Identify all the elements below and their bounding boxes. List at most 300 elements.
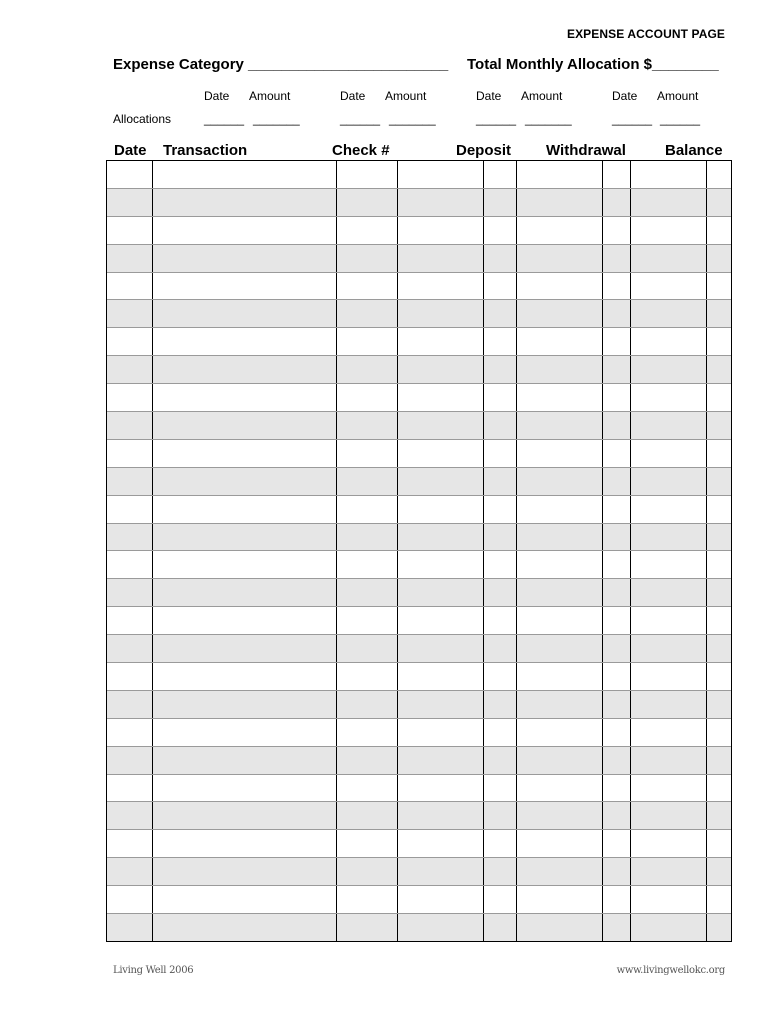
check-cell[interactable]	[337, 300, 398, 327]
balance-cents-cell[interactable]	[707, 189, 731, 216]
deposit-cents-cell[interactable]	[484, 579, 517, 606]
withdrawal-dollars-cell[interactable]	[517, 300, 603, 327]
deposit-dollars-cell[interactable]	[398, 886, 484, 913]
withdrawal-cents-cell[interactable]	[603, 747, 631, 774]
deposit-dollars-cell[interactable]	[398, 691, 484, 718]
alloc-date-label-1: Date	[204, 89, 230, 103]
date-cell[interactable]	[107, 635, 153, 662]
deposit-cents-cell[interactable]	[484, 356, 517, 383]
balance-cents-cell[interactable]	[707, 328, 731, 355]
date-cell[interactable]	[107, 356, 153, 383]
check-cell[interactable]	[337, 830, 398, 857]
balance-cents-cell[interactable]	[707, 858, 731, 885]
balance-dollars-cell[interactable]	[631, 245, 707, 272]
balance-cents-cell[interactable]	[707, 412, 731, 439]
deposit-cents-cell[interactable]	[484, 328, 517, 355]
date-cell[interactable]	[107, 719, 153, 746]
deposit-cents-cell[interactable]	[484, 914, 517, 941]
check-cell[interactable]	[337, 691, 398, 718]
balance-dollars-cell[interactable]	[631, 579, 707, 606]
withdrawal-cents-cell[interactable]	[603, 496, 631, 523]
withdrawal-dollars-cell[interactable]	[517, 161, 603, 188]
balance-dollars-cell[interactable]	[631, 747, 707, 774]
withdrawal-dollars-cell[interactable]	[517, 663, 603, 690]
deposit-cents-cell[interactable]	[484, 273, 517, 300]
deposit-dollars-cell[interactable]	[398, 747, 484, 774]
date-cell[interactable]	[107, 775, 153, 802]
balance-dollars-cell[interactable]	[631, 802, 707, 829]
expense-category-field[interactable]: Expense Category ________________________	[113, 56, 449, 73]
deposit-dollars-cell[interactable]	[398, 468, 484, 495]
ledger-row	[107, 189, 731, 217]
alloc-date-blank-4[interactable]: ______	[612, 112, 653, 126]
check-cell[interactable]	[337, 775, 398, 802]
date-cell[interactable]	[107, 886, 153, 913]
balance-dollars-cell[interactable]	[631, 161, 707, 188]
withdrawal-dollars-cell[interactable]	[517, 914, 603, 941]
balance-dollars-cell[interactable]	[631, 663, 707, 690]
ledger-row	[107, 886, 731, 914]
transaction-cell[interactable]	[153, 217, 337, 244]
deposit-dollars-cell[interactable]	[398, 858, 484, 885]
withdrawal-cents-cell[interactable]	[603, 189, 631, 216]
deposit-cents-cell[interactable]	[484, 189, 517, 216]
withdrawal-dollars-cell[interactable]	[517, 356, 603, 383]
deposit-cents-cell[interactable]	[484, 858, 517, 885]
deposit-cents-cell[interactable]	[484, 802, 517, 829]
check-cell[interactable]	[337, 551, 398, 578]
date-cell[interactable]	[107, 217, 153, 244]
alloc-amount-label-4: Amount	[657, 89, 699, 103]
balance-dollars-cell[interactable]	[631, 858, 707, 885]
column-header-deposit: Deposit	[456, 142, 512, 159]
ledger-row	[107, 300, 731, 328]
balance-dollars-cell[interactable]	[631, 468, 707, 495]
date-cell[interactable]	[107, 607, 153, 634]
ledger-row	[107, 775, 731, 803]
balance-cents-cell[interactable]	[707, 440, 731, 467]
balance-cents-cell[interactable]	[707, 524, 731, 551]
withdrawal-cents-cell[interactable]	[603, 775, 631, 802]
balance-dollars-cell[interactable]	[631, 273, 707, 300]
check-cell[interactable]	[337, 468, 398, 495]
balance-cents-cell[interactable]	[707, 468, 731, 495]
deposit-cents-cell[interactable]	[484, 468, 517, 495]
balance-cents-cell[interactable]	[707, 300, 731, 327]
withdrawal-cents-cell[interactable]	[603, 886, 631, 913]
withdrawal-dollars-cell[interactable]	[517, 412, 603, 439]
withdrawal-cents-cell[interactable]	[603, 607, 631, 634]
transaction-cell[interactable]	[153, 524, 337, 551]
balance-dollars-cell[interactable]	[631, 496, 707, 523]
alloc-amount-label-1: Amount	[249, 89, 291, 103]
balance-cents-cell[interactable]	[707, 775, 731, 802]
withdrawal-cents-cell[interactable]	[603, 524, 631, 551]
deposit-cents-cell[interactable]	[484, 635, 517, 662]
withdrawal-dollars-cell[interactable]	[517, 328, 603, 355]
deposit-dollars-cell[interactable]	[398, 551, 484, 578]
deposit-dollars-cell[interactable]	[398, 830, 484, 857]
ledger-row	[107, 496, 731, 524]
deposit-dollars-cell[interactable]	[398, 635, 484, 662]
deposit-cents-cell[interactable]	[484, 161, 517, 188]
deposit-dollars-cell[interactable]	[398, 440, 484, 467]
check-cell[interactable]	[337, 886, 398, 913]
balance-dollars-cell[interactable]	[631, 356, 707, 383]
check-cell[interactable]	[337, 607, 398, 634]
ledger-row	[107, 579, 731, 607]
ledger-row	[107, 440, 731, 468]
deposit-dollars-cell[interactable]	[398, 328, 484, 355]
check-cell[interactable]	[337, 747, 398, 774]
balance-cents-cell[interactable]	[707, 663, 731, 690]
withdrawal-dollars-cell[interactable]	[517, 551, 603, 578]
check-cell[interactable]	[337, 273, 398, 300]
ledger-row	[107, 273, 731, 301]
date-cell[interactable]	[107, 524, 153, 551]
balance-dollars-cell[interactable]	[631, 189, 707, 216]
check-cell[interactable]	[337, 440, 398, 467]
deposit-cents-cell[interactable]	[484, 245, 517, 272]
withdrawal-dollars-cell[interactable]	[517, 747, 603, 774]
balance-cents-cell[interactable]	[707, 607, 731, 634]
alloc-amount-blank-4[interactable]: ______	[660, 112, 701, 126]
date-cell[interactable]	[107, 914, 153, 941]
balance-cents-cell[interactable]	[707, 273, 731, 300]
transaction-cell[interactable]	[153, 496, 337, 523]
ledger-table	[106, 160, 732, 942]
withdrawal-cents-cell[interactable]	[603, 440, 631, 467]
withdrawal-dollars-cell[interactable]	[517, 830, 603, 857]
deposit-cents-cell[interactable]	[484, 384, 517, 411]
deposit-cents-cell[interactable]	[484, 496, 517, 523]
deposit-dollars-cell[interactable]	[398, 775, 484, 802]
ledger-row	[107, 356, 731, 384]
check-cell[interactable]	[337, 189, 398, 216]
balance-dollars-cell[interactable]	[631, 607, 707, 634]
balance-cents-cell[interactable]	[707, 217, 731, 244]
balance-cents-cell[interactable]	[707, 579, 731, 606]
balance-cents-cell[interactable]	[707, 886, 731, 913]
ledger-row	[107, 384, 731, 412]
transaction-cell[interactable]	[153, 635, 337, 662]
withdrawal-cents-cell[interactable]	[603, 691, 631, 718]
deposit-cents-cell[interactable]	[484, 747, 517, 774]
deposit-cents-cell[interactable]	[484, 300, 517, 327]
withdrawal-dollars-cell[interactable]	[517, 579, 603, 606]
withdrawal-cents-cell[interactable]	[603, 635, 631, 662]
deposit-cents-cell[interactable]	[484, 775, 517, 802]
withdrawal-dollars-cell[interactable]	[517, 635, 603, 662]
alloc-amount-label-3: Amount	[521, 89, 563, 103]
deposit-dollars-cell[interactable]	[398, 802, 484, 829]
balance-dollars-cell[interactable]	[631, 412, 707, 439]
check-cell[interactable]	[337, 356, 398, 383]
withdrawal-cents-cell[interactable]	[603, 663, 631, 690]
deposit-dollars-cell[interactable]	[398, 161, 484, 188]
ledger-row	[107, 328, 731, 356]
withdrawal-dollars-cell[interactable]	[517, 775, 603, 802]
deposit-cents-cell[interactable]	[484, 412, 517, 439]
check-cell[interactable]	[337, 719, 398, 746]
balance-cents-cell[interactable]	[707, 914, 731, 941]
withdrawal-cents-cell[interactable]	[603, 579, 631, 606]
date-cell[interactable]	[107, 663, 153, 690]
transaction-cell[interactable]	[153, 468, 337, 495]
balance-cents-cell[interactable]	[707, 496, 731, 523]
alloc-date-blank-3[interactable]: ______	[476, 112, 517, 126]
check-cell[interactable]	[337, 579, 398, 606]
date-cell[interactable]	[107, 300, 153, 327]
transaction-cell[interactable]	[153, 551, 337, 578]
transaction-cell[interactable]	[153, 663, 337, 690]
alloc-amount-blank-2[interactable]: _______	[389, 112, 436, 126]
ledger-row	[107, 161, 731, 189]
deposit-dollars-cell[interactable]	[398, 356, 484, 383]
withdrawal-cents-cell[interactable]	[603, 328, 631, 355]
check-cell[interactable]	[337, 217, 398, 244]
page-title: EXPENSE ACCOUNT PAGE	[566, 27, 725, 41]
check-cell[interactable]	[337, 245, 398, 272]
alloc-date-label-4: Date	[612, 89, 638, 103]
date-cell[interactable]	[107, 496, 153, 523]
withdrawal-cents-cell[interactable]	[603, 551, 631, 578]
deposit-cents-cell[interactable]	[484, 607, 517, 634]
balance-cents-cell[interactable]	[707, 356, 731, 383]
balance-dollars-cell[interactable]	[631, 300, 707, 327]
date-cell[interactable]	[107, 384, 153, 411]
transaction-cell[interactable]	[153, 802, 337, 829]
transaction-cell[interactable]	[153, 858, 337, 885]
deposit-dollars-cell[interactable]	[398, 607, 484, 634]
balance-cents-cell[interactable]	[707, 802, 731, 829]
alloc-amount-blank-1[interactable]: _______	[253, 112, 300, 126]
transaction-cell[interactable]	[153, 328, 337, 355]
balance-cents-cell[interactable]	[707, 245, 731, 272]
transaction-cell[interactable]	[153, 440, 337, 467]
transaction-cell[interactable]	[153, 189, 337, 216]
transaction-cell[interactable]	[153, 356, 337, 383]
deposit-dollars-cell[interactable]	[398, 300, 484, 327]
deposit-cents-cell[interactable]	[484, 886, 517, 913]
withdrawal-dollars-cell[interactable]	[517, 886, 603, 913]
ledger-row	[107, 524, 731, 552]
check-cell[interactable]	[337, 663, 398, 690]
balance-dollars-cell[interactable]	[631, 440, 707, 467]
transaction-cell[interactable]	[153, 607, 337, 634]
withdrawal-dollars-cell[interactable]	[517, 245, 603, 272]
ledger-row	[107, 245, 731, 273]
footer-website: www.livingwellokc.org	[616, 965, 725, 976]
withdrawal-cents-cell[interactable]	[603, 273, 631, 300]
withdrawal-cents-cell[interactable]	[603, 384, 631, 411]
withdrawal-cents-cell[interactable]	[603, 161, 631, 188]
allocations-label: Allocations	[113, 112, 172, 126]
withdrawal-dollars-cell[interactable]	[517, 802, 603, 829]
ledger-row	[107, 858, 731, 886]
check-cell[interactable]	[337, 384, 398, 411]
deposit-cents-cell[interactable]	[484, 440, 517, 467]
withdrawal-dollars-cell[interactable]	[517, 858, 603, 885]
withdrawal-cents-cell[interactable]	[603, 356, 631, 383]
date-cell[interactable]	[107, 691, 153, 718]
deposit-dollars-cell[interactable]	[398, 914, 484, 941]
balance-cents-cell[interactable]	[707, 384, 731, 411]
balance-cents-cell[interactable]	[707, 830, 731, 857]
ledger-row	[107, 830, 731, 858]
alloc-amount-blank-3[interactable]: _______	[525, 112, 572, 126]
ledger-row	[107, 217, 731, 245]
date-cell[interactable]	[107, 830, 153, 857]
transaction-cell[interactable]	[153, 384, 337, 411]
date-cell[interactable]	[107, 858, 153, 885]
transaction-cell[interactable]	[153, 579, 337, 606]
withdrawal-dollars-cell[interactable]	[517, 719, 603, 746]
ledger-row	[107, 747, 731, 775]
balance-cents-cell[interactable]	[707, 691, 731, 718]
withdrawal-dollars-cell[interactable]	[517, 189, 603, 216]
withdrawal-dollars-cell[interactable]	[517, 273, 603, 300]
check-cell[interactable]	[337, 635, 398, 662]
balance-dollars-cell[interactable]	[631, 217, 707, 244]
date-cell[interactable]	[107, 802, 153, 829]
date-cell[interactable]	[107, 328, 153, 355]
deposit-cents-cell[interactable]	[484, 217, 517, 244]
withdrawal-dollars-cell[interactable]	[517, 607, 603, 634]
transaction-cell[interactable]	[153, 830, 337, 857]
date-cell[interactable]	[107, 273, 153, 300]
balance-dollars-cell[interactable]	[631, 384, 707, 411]
withdrawal-cents-cell[interactable]	[603, 468, 631, 495]
deposit-dollars-cell[interactable]	[398, 273, 484, 300]
check-cell[interactable]	[337, 161, 398, 188]
balance-dollars-cell[interactable]	[631, 886, 707, 913]
total-monthly-allocation-field[interactable]: Total Monthly Allocation $________	[467, 56, 719, 73]
transaction-cell[interactable]	[153, 747, 337, 774]
balance-cents-cell[interactable]	[707, 635, 731, 662]
column-header-balance: Balance	[665, 142, 723, 159]
deposit-dollars-cell[interactable]	[398, 245, 484, 272]
check-cell[interactable]	[337, 524, 398, 551]
deposit-cents-cell[interactable]	[484, 830, 517, 857]
withdrawal-cents-cell[interactable]	[603, 217, 631, 244]
deposit-dollars-cell[interactable]	[398, 217, 484, 244]
date-cell[interactable]	[107, 747, 153, 774]
transaction-cell[interactable]	[153, 161, 337, 188]
date-cell[interactable]	[107, 161, 153, 188]
date-cell[interactable]	[107, 412, 153, 439]
check-cell[interactable]	[337, 328, 398, 355]
date-cell[interactable]	[107, 189, 153, 216]
balance-dollars-cell[interactable]	[631, 914, 707, 941]
withdrawal-dollars-cell[interactable]	[517, 468, 603, 495]
transaction-cell[interactable]	[153, 886, 337, 913]
balance-dollars-cell[interactable]	[631, 551, 707, 578]
deposit-dollars-cell[interactable]	[398, 496, 484, 523]
balance-dollars-cell[interactable]	[631, 328, 707, 355]
withdrawal-cents-cell[interactable]	[603, 245, 631, 272]
transaction-cell[interactable]	[153, 245, 337, 272]
deposit-dollars-cell[interactable]	[398, 579, 484, 606]
balance-cents-cell[interactable]	[707, 719, 731, 746]
withdrawal-cents-cell[interactable]	[603, 914, 631, 941]
balance-dollars-cell[interactable]	[631, 635, 707, 662]
deposit-cents-cell[interactable]	[484, 524, 517, 551]
withdrawal-dollars-cell[interactable]	[517, 440, 603, 467]
date-cell[interactable]	[107, 551, 153, 578]
alloc-date-label-3: Date	[476, 89, 502, 103]
date-cell[interactable]	[107, 440, 153, 467]
transaction-cell[interactable]	[153, 273, 337, 300]
transaction-cell[interactable]	[153, 412, 337, 439]
ledger-row	[107, 551, 731, 579]
transaction-cell[interactable]	[153, 691, 337, 718]
balance-cents-cell[interactable]	[707, 551, 731, 578]
ledger-row	[107, 691, 731, 719]
withdrawal-cents-cell[interactable]	[603, 300, 631, 327]
balance-dollars-cell[interactable]	[631, 524, 707, 551]
alloc-date-blank-1[interactable]: ______	[204, 112, 245, 126]
transaction-cell[interactable]	[153, 300, 337, 327]
withdrawal-dollars-cell[interactable]	[517, 217, 603, 244]
deposit-cents-cell[interactable]	[484, 551, 517, 578]
withdrawal-dollars-cell[interactable]	[517, 384, 603, 411]
balance-dollars-cell[interactable]	[631, 775, 707, 802]
balance-cents-cell[interactable]	[707, 161, 731, 188]
deposit-dollars-cell[interactable]	[398, 384, 484, 411]
date-cell[interactable]	[107, 468, 153, 495]
withdrawal-dollars-cell[interactable]	[517, 691, 603, 718]
balance-dollars-cell[interactable]	[631, 719, 707, 746]
check-cell[interactable]	[337, 914, 398, 941]
check-cell[interactable]	[337, 496, 398, 523]
withdrawal-cents-cell[interactable]	[603, 802, 631, 829]
deposit-cents-cell[interactable]	[484, 719, 517, 746]
ledger-row	[107, 635, 731, 663]
deposit-dollars-cell[interactable]	[398, 524, 484, 551]
withdrawal-dollars-cell[interactable]	[517, 496, 603, 523]
deposit-dollars-cell[interactable]	[398, 189, 484, 216]
transaction-cell[interactable]	[153, 719, 337, 746]
transaction-cell[interactable]	[153, 914, 337, 941]
withdrawal-cents-cell[interactable]	[603, 412, 631, 439]
withdrawal-dollars-cell[interactable]	[517, 524, 603, 551]
withdrawal-cents-cell[interactable]	[603, 858, 631, 885]
deposit-cents-cell[interactable]	[484, 663, 517, 690]
balance-dollars-cell[interactable]	[631, 830, 707, 857]
check-cell[interactable]	[337, 858, 398, 885]
balance-cents-cell[interactable]	[707, 747, 731, 774]
deposit-dollars-cell[interactable]	[398, 663, 484, 690]
ledger-row	[107, 719, 731, 747]
ledger-row	[107, 663, 731, 691]
date-cell[interactable]	[107, 579, 153, 606]
deposit-dollars-cell[interactable]	[398, 719, 484, 746]
withdrawal-cents-cell[interactable]	[603, 719, 631, 746]
column-header-check: Check #	[332, 142, 390, 159]
alloc-date-blank-2[interactable]: ______	[340, 112, 381, 126]
check-cell[interactable]	[337, 802, 398, 829]
check-cell[interactable]	[337, 412, 398, 439]
transaction-cell[interactable]	[153, 775, 337, 802]
date-cell[interactable]	[107, 245, 153, 272]
alloc-amount-label-2: Amount	[385, 89, 427, 103]
column-header-transaction: Transaction	[163, 142, 248, 159]
deposit-cents-cell[interactable]	[484, 691, 517, 718]
deposit-dollars-cell[interactable]	[398, 412, 484, 439]
balance-dollars-cell[interactable]	[631, 691, 707, 718]
withdrawal-cents-cell[interactable]	[603, 830, 631, 857]
